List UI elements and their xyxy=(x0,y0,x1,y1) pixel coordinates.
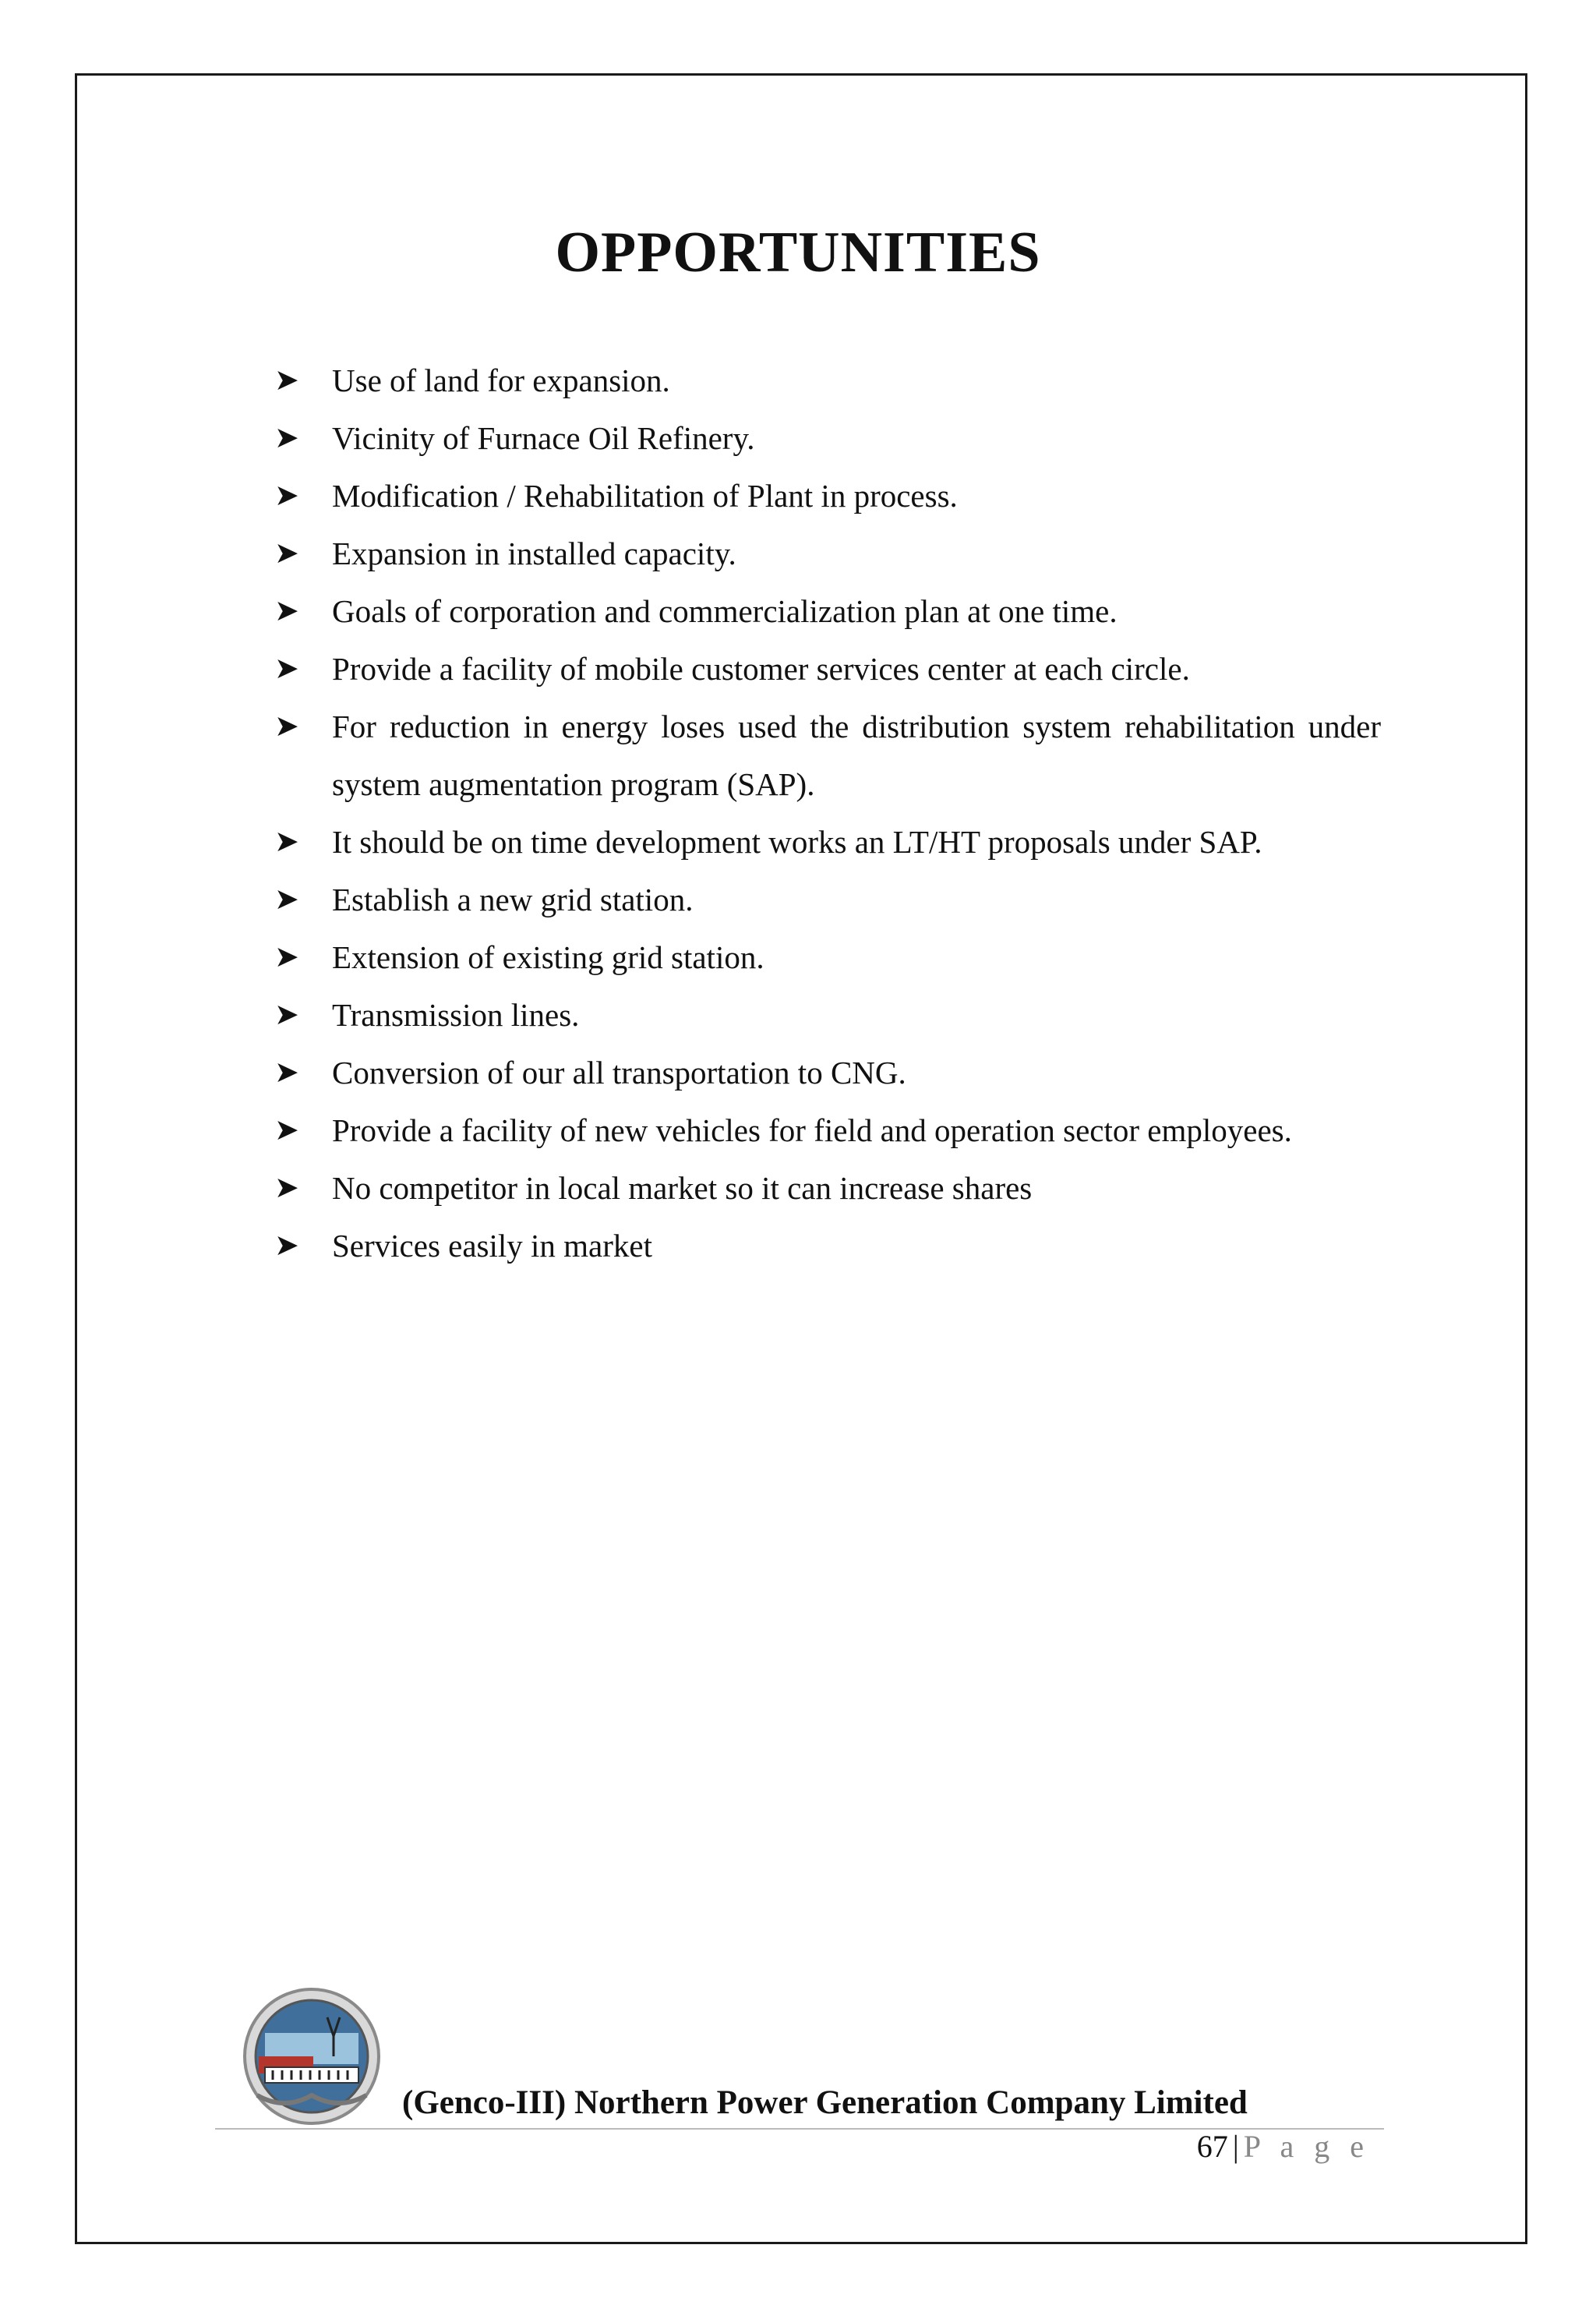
list-item-text: Provide a facility of mobile customer services center at each circle. xyxy=(332,651,1190,687)
list-item-text: Conversion of our all transportation to CNG. xyxy=(332,1055,906,1091)
page-label: P a g e xyxy=(1243,2129,1370,2164)
list-item xyxy=(274,986,1381,1044)
list-item xyxy=(274,1101,1381,1159)
list-item xyxy=(274,582,1381,640)
arrow-bullet-icon: ➤ xyxy=(274,941,299,974)
arrow-bullet-icon: ➤ xyxy=(274,1172,299,1204)
list-item xyxy=(274,1217,1381,1274)
list-item xyxy=(274,409,1381,467)
list-item xyxy=(274,928,1381,986)
list-item xyxy=(274,525,1381,582)
arrow-bullet-icon: ➤ xyxy=(274,479,299,512)
company-seal-logo xyxy=(242,1986,382,2126)
list-item-text: Services easily in market xyxy=(332,1228,653,1264)
list-item xyxy=(274,1159,1381,1217)
page-title: OPPORTUNITIES xyxy=(555,221,1041,285)
page-number-separator: | xyxy=(1232,2129,1239,2164)
opportunities-list xyxy=(274,352,1381,1274)
arrow-bullet-icon: ➤ xyxy=(274,883,299,916)
list-item xyxy=(274,467,1381,525)
arrow-bullet-icon: ➤ xyxy=(274,710,299,743)
list-item-text: Modification / Rehabilitation of Plant in process. xyxy=(332,478,958,514)
page-number-value: 67 xyxy=(1196,2129,1228,2164)
arrow-bullet-icon: ➤ xyxy=(274,364,299,397)
list-item xyxy=(274,1044,1381,1101)
arrow-bullet-icon: ➤ xyxy=(274,825,299,858)
list-item xyxy=(274,352,1381,409)
arrow-bullet-icon: ➤ xyxy=(274,422,299,454)
arrow-bullet-icon: ➤ xyxy=(274,595,299,627)
list-item-text: For reduction in energy loses used the distribution system rehabilitation under system augmentation program (SAP). xyxy=(332,709,1381,802)
list-item-text: Vicinity of Furnace Oil Refinery. xyxy=(332,420,755,456)
list-item-text: Provide a facility of new vehicles for field and operation sector employees. xyxy=(332,1112,1292,1148)
arrow-bullet-icon: ➤ xyxy=(274,999,299,1031)
list-item xyxy=(274,871,1381,928)
arrow-bullet-icon: ➤ xyxy=(274,652,299,685)
page-number xyxy=(1197,2128,1370,2165)
arrow-bullet-icon: ➤ xyxy=(274,1229,299,1262)
list-item xyxy=(274,698,1381,813)
list-item-text: Goals of corporation and commercialization plan at one time. xyxy=(332,593,1118,629)
arrow-bullet-icon: ➤ xyxy=(274,1114,299,1147)
list-item-text: Use of land for expansion. xyxy=(332,362,670,398)
list-item-text: Expansion in installed capacity. xyxy=(332,536,736,571)
arrow-bullet-icon: ➤ xyxy=(274,1056,299,1089)
list-item-text: Establish a new grid station. xyxy=(332,882,694,917)
list-item-text: It should be on time development works an LT/HT proposals under SAP. xyxy=(332,824,1262,860)
list-item-text: Extension of existing grid station. xyxy=(332,939,764,975)
list-item-text: No competitor in local market so it can increase shares xyxy=(332,1170,1033,1206)
list-item xyxy=(274,813,1381,871)
list-item xyxy=(274,640,1381,698)
footer-company-name: (Genco-III) Northern Power Generation Company Limited xyxy=(402,2084,1248,2121)
list-item-text: Transmission lines. xyxy=(332,997,580,1033)
arrow-bullet-icon: ➤ xyxy=(274,537,299,570)
